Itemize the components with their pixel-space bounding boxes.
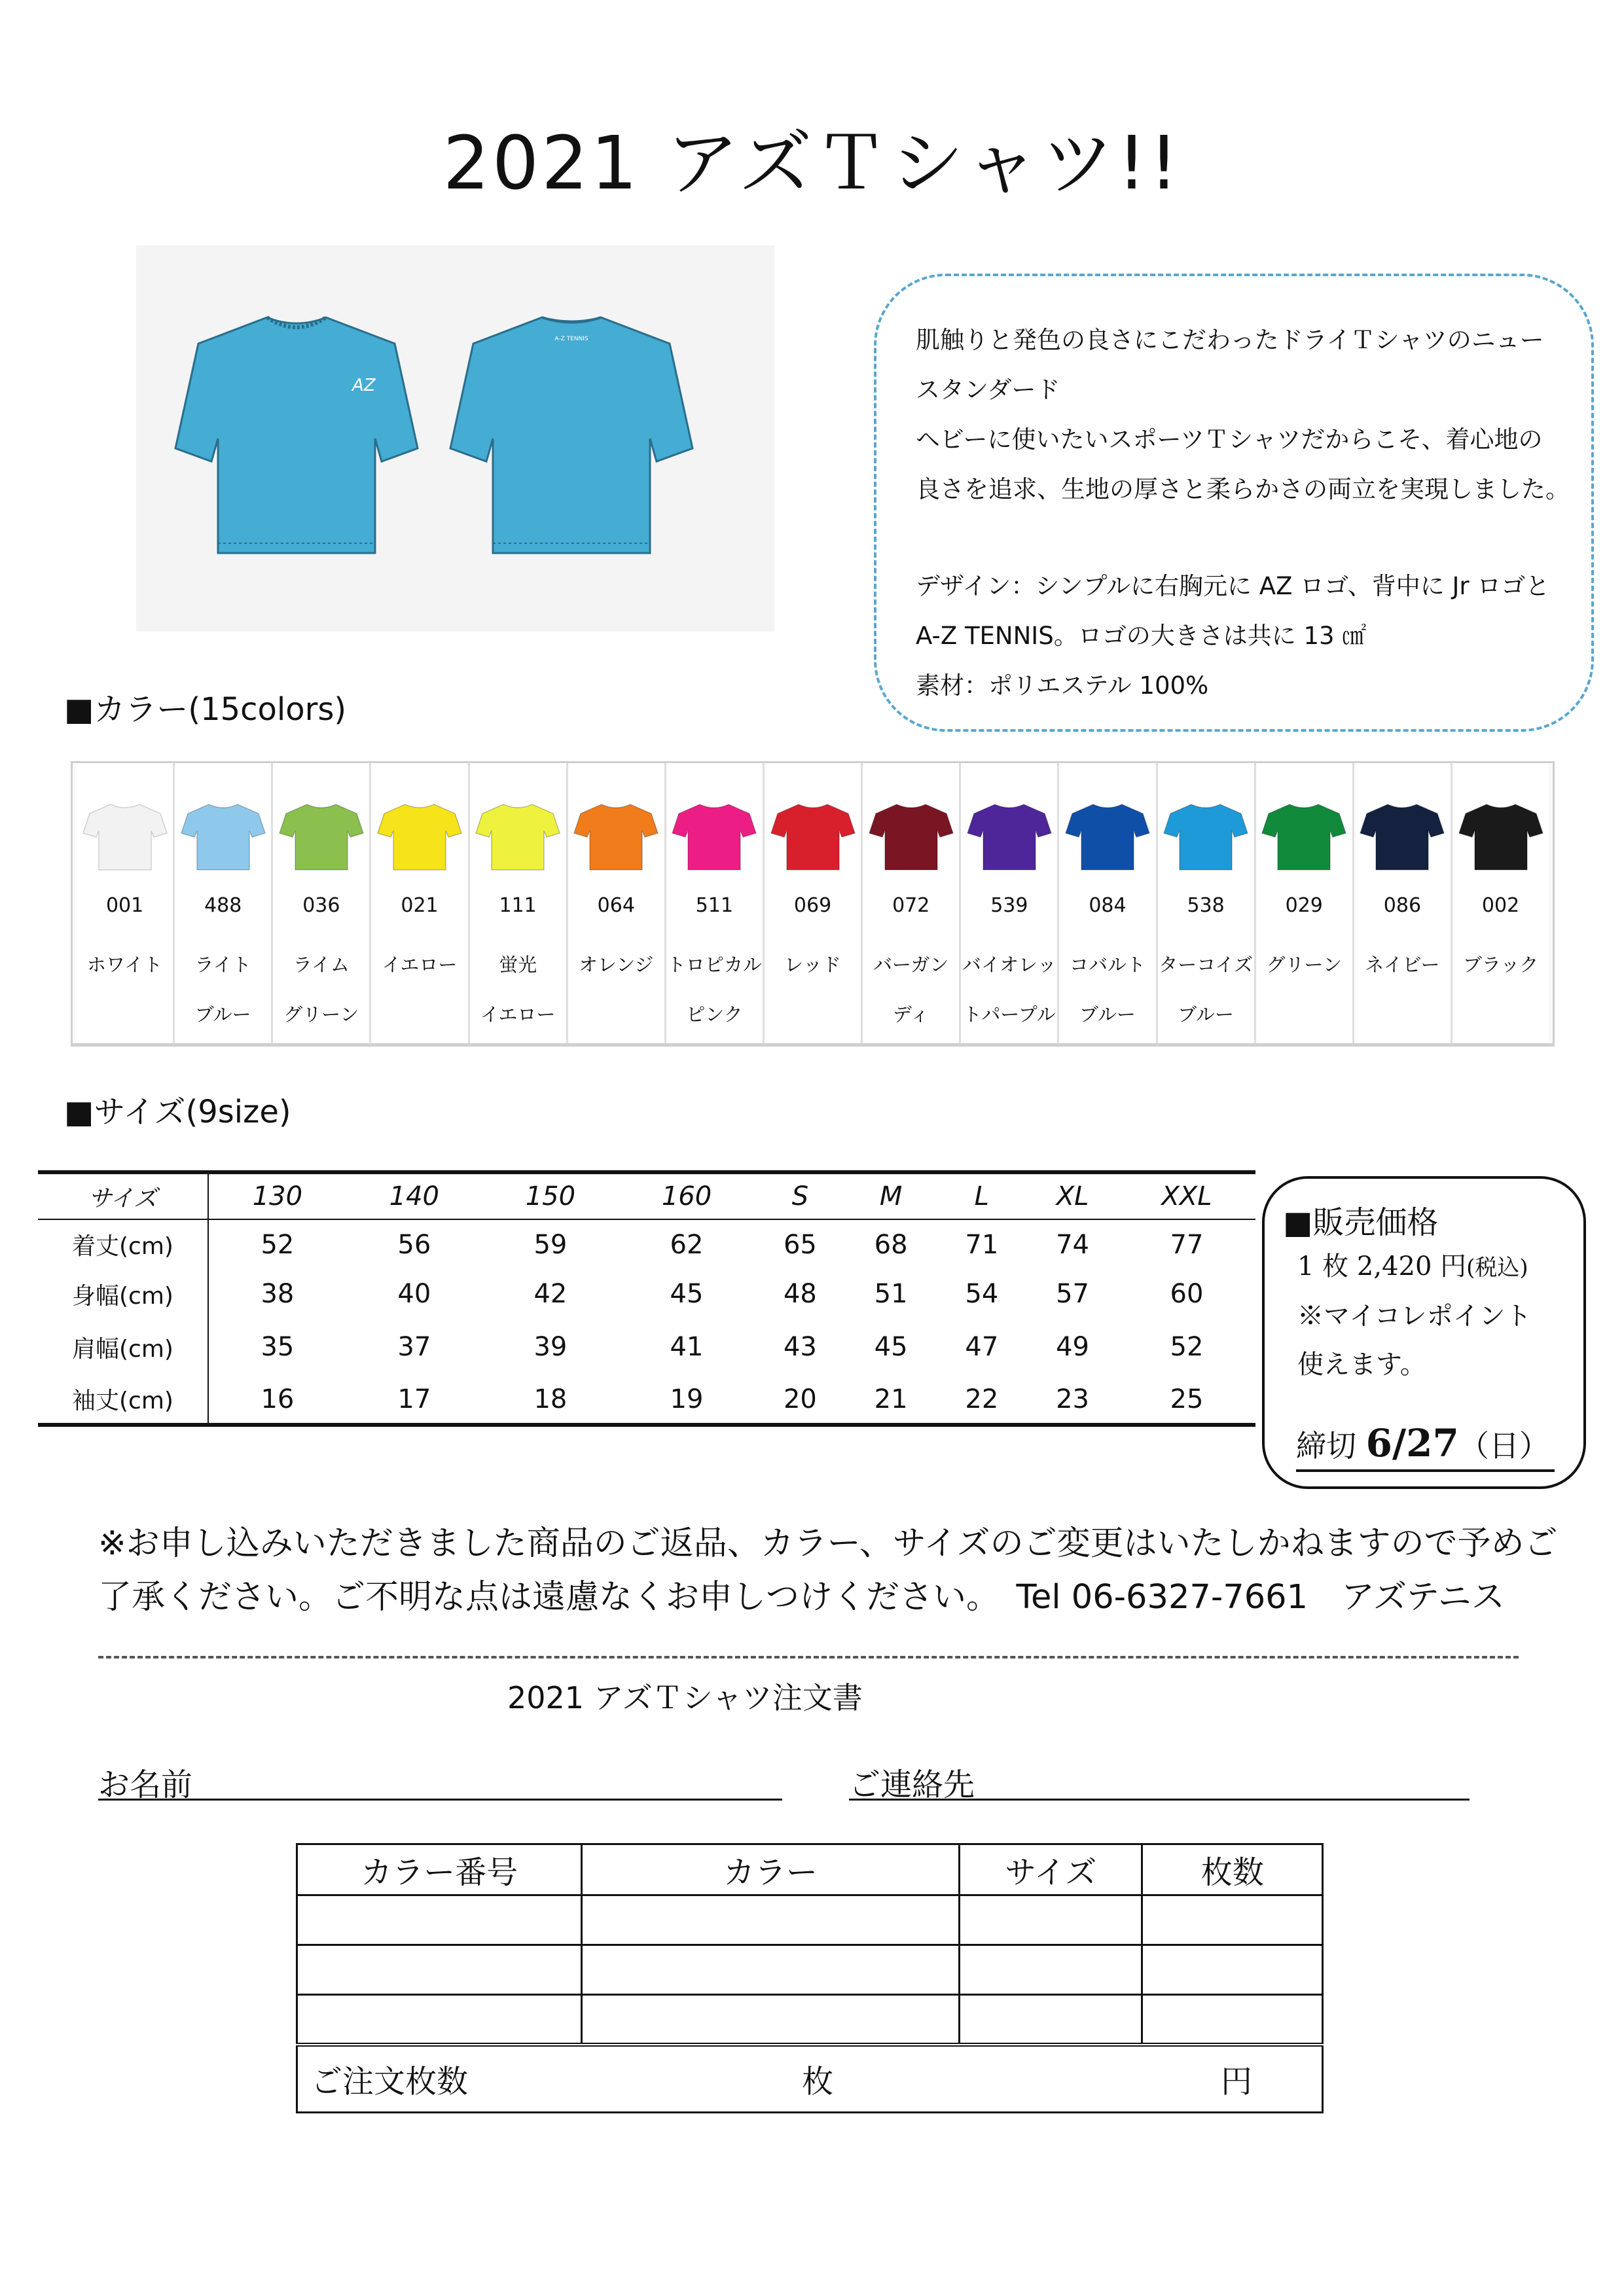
size-value-cell: 52 xyxy=(261,1229,295,1260)
size-value-cell: 42 xyxy=(533,1279,568,1309)
order-entry-cell[interactable] xyxy=(1142,1895,1323,1945)
size-value-cell: 54 xyxy=(965,1279,999,1309)
name-label: お名前 xyxy=(98,1767,193,1803)
size-value-cell: 39 xyxy=(533,1332,568,1362)
size-value-cell: 45 xyxy=(670,1279,704,1309)
size-header-cell: サイズ xyxy=(38,1172,208,1219)
size-value-cell: 38 xyxy=(261,1279,295,1309)
notice-line: ※お申し込みいただきました商品のご返品、カラー、サイズのご変更はいたしかねますので予めご xyxy=(98,1524,1558,1563)
deadline-day: （日） xyxy=(1458,1428,1549,1463)
color-code: 511 xyxy=(695,894,734,917)
size-value-cell: 60 xyxy=(1170,1279,1204,1309)
size-table xyxy=(38,1170,1255,1427)
color-chart xyxy=(71,761,1555,1047)
order-table xyxy=(296,1843,1324,2113)
color-swatch-item xyxy=(77,763,175,1043)
size-value-cell: 17 xyxy=(397,1384,431,1414)
tshirt-swatch-icon xyxy=(1259,799,1348,875)
order-column-header: 枚数 xyxy=(1142,1844,1323,1895)
order-blank-row xyxy=(297,1995,1323,2045)
color-code: 001 xyxy=(105,894,144,917)
back-logo-text: A-Z TENNIS xyxy=(554,336,588,342)
order-entry-cell[interactable] xyxy=(582,1945,960,1995)
description-line: スタンダード xyxy=(916,376,1060,404)
size-row-label: 着丈(cm) xyxy=(38,1219,208,1269)
size-table-row xyxy=(38,1375,1255,1425)
description-box xyxy=(874,274,1594,732)
color-swatch-item xyxy=(1059,763,1157,1043)
price-value: 1 枚 2,420 円 xyxy=(1297,1251,1467,1282)
size-value-cell: 49 xyxy=(1056,1332,1089,1362)
size-value-cell: 48 xyxy=(783,1279,817,1309)
size-value-cell: 19 xyxy=(670,1384,704,1414)
tshirt-swatch-icon xyxy=(81,799,170,875)
size-value-cell: 62 xyxy=(670,1229,704,1260)
price-tax-note: (税込) xyxy=(1466,1255,1528,1281)
size-row-label: 肩幅(cm) xyxy=(38,1319,208,1375)
color-swatch-item xyxy=(1256,763,1354,1043)
color-swatch-item xyxy=(273,763,371,1043)
color-name: イエロー xyxy=(382,954,458,976)
description-line: ヘビーに使いたいスポーツＴシャツだからこそ、着心地の xyxy=(916,425,1543,454)
color-code: 538 xyxy=(1187,894,1225,917)
size-value-cell: 65 xyxy=(783,1229,817,1260)
order-entry-cell[interactable] xyxy=(582,1995,960,2045)
order-entry-cell[interactable] xyxy=(582,1895,960,1945)
color-code: 064 xyxy=(597,894,635,917)
size-value-cell: 37 xyxy=(397,1332,431,1362)
order-total-label: ご注文枚数 xyxy=(311,2063,469,2100)
color-name: バイオレッ トパープル xyxy=(962,954,1056,1026)
page-title: 2021 アズＴシャツ!! xyxy=(442,121,1182,206)
size-value-cell: 57 xyxy=(1056,1279,1089,1309)
color-code: 029 xyxy=(1285,894,1323,917)
size-row-label: 袖丈(cm) xyxy=(38,1375,208,1425)
yen-unit-label: 円 xyxy=(1221,2063,1253,2100)
tshirt-swatch-icon xyxy=(473,799,562,875)
color-name: ターコイズ ブルー xyxy=(1159,954,1254,1026)
size-table-header-row xyxy=(38,1172,1255,1219)
count-unit-label: 枚 xyxy=(802,2063,834,2100)
tshirt-swatch-icon xyxy=(179,799,268,875)
color-swatch-item xyxy=(961,763,1059,1043)
color-swatch-item xyxy=(470,763,568,1043)
size-value-cell: 45 xyxy=(874,1332,908,1362)
order-entry-cell[interactable] xyxy=(1142,1995,1323,2045)
size-value-cell: 22 xyxy=(965,1384,999,1414)
name-field[interactable] xyxy=(98,1799,782,1801)
tshirt-swatch-icon xyxy=(1063,799,1152,875)
order-total-cell[interactable] xyxy=(297,2045,1323,2113)
color-name: ブラック xyxy=(1462,954,1539,976)
order-blank-row xyxy=(297,1945,1323,1995)
size-section-heading: ■サイズ(9size) xyxy=(64,1094,291,1130)
color-name: グリーン xyxy=(1266,954,1342,976)
color-name: 蛍光 イエロー xyxy=(480,954,556,1026)
order-form-title: 2021 アズＴシャツ注文書 xyxy=(507,1680,863,1715)
order-entry-cell[interactable] xyxy=(959,1895,1142,1945)
color-swatch-item xyxy=(1453,763,1549,1043)
deadline xyxy=(1296,1421,1555,1472)
order-entry-cell[interactable] xyxy=(297,1995,582,2045)
tshirt-swatch-icon xyxy=(768,799,857,875)
color-code: 072 xyxy=(892,894,930,917)
description-line: 素材：ポリエステル 100% xyxy=(916,672,1209,700)
order-column-header: カラー番号 xyxy=(297,1844,582,1895)
order-entry-cell[interactable] xyxy=(959,1995,1142,2045)
size-header-cell: XXL xyxy=(1161,1181,1212,1211)
tshirt-swatch-icon xyxy=(375,799,464,875)
size-value-cell: 52 xyxy=(1170,1332,1204,1362)
description-line: 良さを追求、生地の厚さと柔らかさの両立を実現しました。 xyxy=(916,475,1570,503)
tshirt-swatch-icon xyxy=(965,799,1054,875)
color-name: ネイビー xyxy=(1365,954,1440,976)
color-name: レッド xyxy=(784,954,841,976)
tshirt-back xyxy=(450,317,693,553)
size-header-cell: S xyxy=(791,1181,809,1211)
color-name: コバルト ブルー xyxy=(1069,954,1146,1026)
color-swatch-item xyxy=(666,763,765,1043)
color-swatch-item xyxy=(568,763,666,1043)
contact-field[interactable] xyxy=(849,1799,1470,1801)
size-table-row xyxy=(38,1269,1255,1319)
size-value-cell: 59 xyxy=(533,1229,568,1260)
price-heading: ■販売価格 xyxy=(1283,1204,1439,1241)
tshirt-front-back-image xyxy=(136,245,774,632)
tshirt-swatch-icon xyxy=(1358,799,1447,875)
color-code: 036 xyxy=(302,894,340,917)
deadline-label: 締切 xyxy=(1296,1428,1356,1463)
size-header-cell: L xyxy=(974,1181,989,1211)
shirt-illustration xyxy=(136,245,774,632)
size-value-cell: 71 xyxy=(965,1229,999,1260)
size-value-cell: 16 xyxy=(261,1384,295,1414)
color-name: オレンジ xyxy=(578,954,654,976)
description-line: デザイン：シンプルに右胸元に AZ ロゴ、背中に Jr ロゴと xyxy=(916,572,1550,600)
order-column-header: カラー xyxy=(582,1844,960,1895)
point-note-2: 使えます。 xyxy=(1297,1350,1426,1380)
size-header-cell: M xyxy=(879,1181,903,1211)
order-column-header: サイズ xyxy=(959,1844,1142,1895)
size-value-cell: 20 xyxy=(783,1384,817,1414)
size-value-cell: 47 xyxy=(965,1332,999,1362)
order-entry-cell[interactable] xyxy=(959,1945,1142,1995)
color-swatch-item xyxy=(371,763,469,1043)
deadline-date: 6/27 xyxy=(1365,1421,1459,1465)
color-code: 021 xyxy=(401,894,439,917)
tshirt-swatch-icon xyxy=(571,799,660,875)
color-name: ライト ブルー xyxy=(194,954,251,1026)
size-value-cell: 43 xyxy=(783,1332,817,1362)
size-header-cell: 130 xyxy=(252,1181,303,1211)
size-value-cell: 21 xyxy=(874,1384,908,1414)
size-header-cell: 150 xyxy=(525,1181,576,1211)
description-line: A-Z TENNIS。ロゴの大きさは共に 13 ㎠ xyxy=(916,622,1367,650)
size-header-cell: XL xyxy=(1056,1181,1089,1211)
color-code: 086 xyxy=(1383,894,1422,917)
size-value-cell: 18 xyxy=(533,1384,568,1414)
price-box xyxy=(1262,1176,1586,1489)
order-blank-row xyxy=(297,1895,1323,1945)
size-table-row xyxy=(38,1219,1255,1269)
order-total-row xyxy=(297,2045,1323,2113)
color-section-heading: ■カラー(15colors) xyxy=(64,691,347,728)
order-table-header-row xyxy=(297,1844,1323,1895)
color-code: 539 xyxy=(990,894,1028,917)
color-swatch-item xyxy=(1158,763,1256,1043)
color-name: ホワイト xyxy=(87,954,163,976)
az-logo: AZ xyxy=(352,376,376,395)
size-row-label: 身幅(cm) xyxy=(38,1269,208,1319)
size-header-cell: 160 xyxy=(661,1181,712,1211)
cut-line-divider xyxy=(98,1656,1519,1659)
tshirt-swatch-icon xyxy=(670,799,759,875)
size-value-cell: 74 xyxy=(1056,1229,1089,1260)
tshirt-swatch-icon xyxy=(867,799,956,875)
order-entry-cell[interactable] xyxy=(297,1945,582,1995)
size-value-cell: 25 xyxy=(1170,1384,1204,1414)
color-code: 488 xyxy=(204,894,242,917)
color-code: 069 xyxy=(793,894,832,917)
tshirt-swatch-icon xyxy=(1456,799,1545,875)
color-code: 002 xyxy=(1481,894,1520,917)
order-entry-cell[interactable] xyxy=(297,1895,582,1945)
color-swatch-item xyxy=(863,763,961,1043)
size-table-row xyxy=(38,1319,1255,1375)
point-note: ※マイコレポイント xyxy=(1297,1301,1532,1331)
notice-text xyxy=(98,1517,1558,1624)
color-code: 084 xyxy=(1089,894,1127,917)
size-value-cell: 77 xyxy=(1170,1229,1204,1260)
order-entry-cell[interactable] xyxy=(1142,1945,1323,1995)
tshirt-swatch-icon xyxy=(1161,799,1250,875)
color-name: トロピカル ピンク xyxy=(666,954,762,1026)
tshirt-swatch-icon xyxy=(277,799,366,875)
color-name: ライム グリーン xyxy=(283,954,359,1026)
size-value-cell: 51 xyxy=(874,1279,908,1309)
size-value-cell: 56 xyxy=(397,1229,431,1260)
size-value-cell: 23 xyxy=(1056,1384,1089,1414)
description-line: 肌触りと発色の良さにこだわったドライＴシャツのニュー xyxy=(916,326,1544,354)
contact-label: ご連絡先 xyxy=(849,1767,975,1803)
size-value-cell: 68 xyxy=(874,1229,908,1260)
tshirt-front xyxy=(175,317,418,553)
color-swatch-item xyxy=(1354,763,1453,1043)
size-value-cell: 35 xyxy=(261,1332,295,1362)
size-header-cell: 140 xyxy=(389,1181,440,1211)
color-code: 111 xyxy=(499,894,537,917)
notice-line: 了承ください。ご不明な点は遠慮なくお申しつけください。 Tel 06-6327-7661 アズテニス xyxy=(98,1578,1505,1617)
size-value-cell: 41 xyxy=(670,1332,704,1362)
color-swatch-item xyxy=(175,763,273,1043)
color-swatch-item xyxy=(765,763,863,1043)
size-value-cell: 40 xyxy=(397,1279,431,1309)
color-name: バーガン ディ xyxy=(873,954,949,1026)
price-line xyxy=(1297,1242,1583,1292)
